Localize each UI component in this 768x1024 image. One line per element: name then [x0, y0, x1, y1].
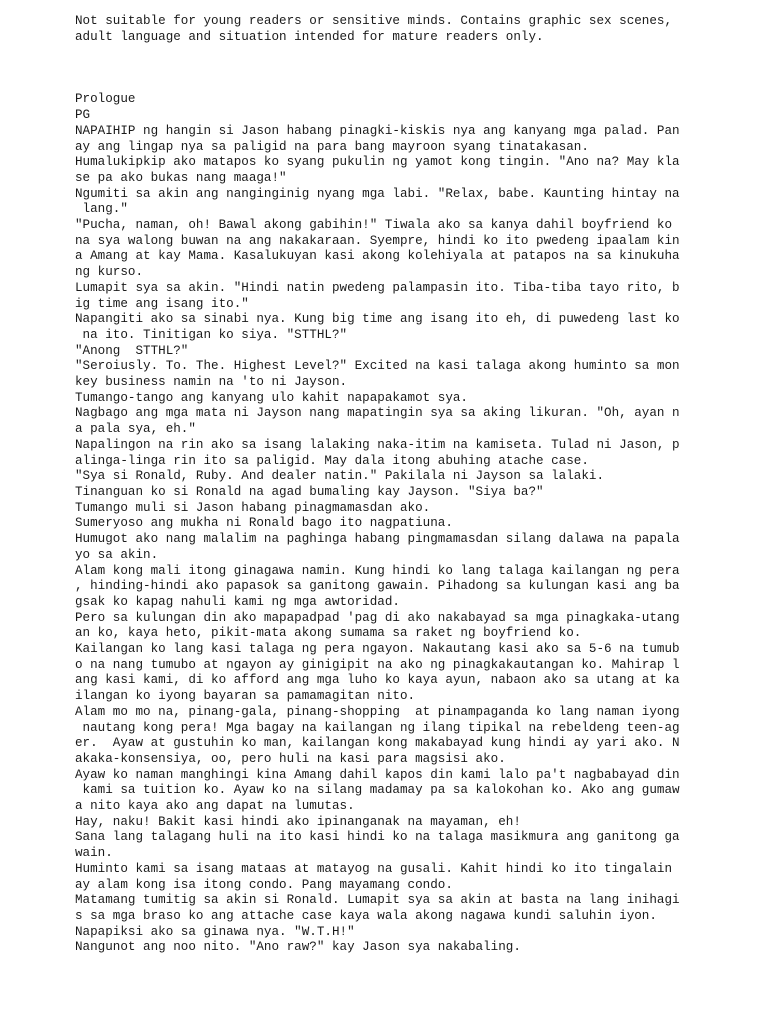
- body-line: Humugot ako nang malalim na paghinga habang pingmamasdan silang dalawa na papala: [75, 532, 680, 547]
- body-line: an ko, kaya heto, pikit-mata akong sumama sa raket ng boyfriend ko.: [75, 626, 582, 641]
- document-page: [75, 14, 715, 956]
- body-line: kami sa tuition ko. Ayaw ko na silang madamay pa sa kalokohan ko. Ako ang gumaw: [75, 783, 680, 798]
- body-line: Nangunot ang noo nito. "Ano raw?" kay Jason sya nakabaling.: [75, 940, 521, 955]
- body-line: Tumango-tango ang kanyang ulo kahit napapakamot sya.: [75, 390, 468, 405]
- body-line: Tumango muli si Jason habang pinagmamasdan ako.: [75, 500, 431, 515]
- body-line: Ayaw ko naman manghingi kina Amang dahil kapos din kami lalo pa't nagbabayad din: [75, 767, 680, 782]
- body-line: Humalukipkip ako matapos ko syang pukulin ng yamot kong tingin. "Ano na? May kla: [75, 155, 680, 170]
- body-line: er. Ayaw at gustuhin ko man, kailangan kong makabayad kung hindi ay yari ako. N: [75, 736, 680, 751]
- body-line: na ito. Tinitigan ko siya. "STTHL?": [75, 327, 348, 342]
- warning-line: Not suitable for young readers or sensitive minds. Contains graphic sex scenes,: [75, 14, 673, 28]
- body-line: ig time ang isang ito.": [75, 296, 249, 311]
- body-line: , hinding-hindi ako papasok sa ganitong gawain. Pihadong sa kulungan kasi ang ba: [75, 579, 680, 594]
- body-line: ilangan ko iyong bayaran sa pamamagitan nito.: [75, 689, 416, 704]
- body-line: na sya walong buwan na ang nakakaraan. Syempre, hindi ko ito pwedeng ipaalam kin: [75, 233, 680, 248]
- body-line: Kailangan ko lang kasi talaga ng pera ngayon. Nakautang kasi ako sa 5-6 na tumub: [75, 642, 680, 657]
- chapter-heading: Prologue: [75, 92, 136, 107]
- body-line: "Sya si Ronald, Ruby. And dealer natin." Pakilala ni Jayson sa lalaki.: [75, 469, 605, 484]
- body-line: Alam kong mali itong ginagawa namin. Kung hindi ko lang talaga kailangan ng pera: [75, 563, 680, 578]
- body-line: Sana lang talagang huli na ito kasi hindi ko na talaga masikmura ang ganitong ga: [75, 830, 680, 845]
- chapter-rating: PG: [75, 108, 91, 123]
- body-line: Napangiti ako sa sinabi nya. Kung big time ang isang ito eh, di puwedeng last ko: [75, 312, 680, 327]
- body-line: Hay, naku! Bakit kasi hindi ako ipinanganak na mayaman, eh!: [75, 814, 521, 829]
- body-line: lang.": [75, 202, 128, 217]
- body-line: Lumapit sya sa akin. "Hindi natin pwedeng palampasin ito. Tiba-tiba tayo rito, b: [75, 280, 680, 295]
- body-line: Napalingon na rin ako sa isang lalaking naka-itim na kamiseta. Tulad ni Jason, p: [75, 437, 680, 452]
- body-line: akaka-konsensiya, oo, pero huli na kasi para magsisi ako.: [75, 751, 506, 766]
- warning-line: adult language and situation intended for mature readers only.: [75, 29, 544, 44]
- body-line: a nito kaya ako ang dapat na lumutas.: [75, 799, 355, 814]
- body-line: Matamang tumitig sa akin si Ronald. Lumapit sya sa akin at basta na lang inihagi: [75, 893, 680, 908]
- body-line: Napapiksi ako sa ginawa nya. "W.T.H!": [75, 924, 355, 939]
- body-line: s sa mga braso ko ang attache case kaya wala akong nagawa kundi saluhin iyon.: [75, 908, 657, 923]
- body-line: se pa ako bukas nang maaga!": [75, 170, 287, 185]
- spacer: [75, 45, 715, 92]
- body-line: nautang kong pera! Mga bagay na kailangan ng ilang tipikal na rebeldeng teen-ag: [75, 720, 680, 735]
- body-line: alinga-linga rin ito sa paligid. May dala itong abuhing atache case.: [75, 453, 589, 468]
- body-line: "Pucha, naman, oh! Bawal akong gabihin!" Tiwala ako sa kanya dahil boyfriend ko: [75, 218, 673, 233]
- body-line: Sumeryoso ang mukha ni Ronald bago ito nagpatiuna.: [75, 516, 453, 531]
- body-line: "Seroiusly. To. The. Highest Level?" Excited na kasi talaga akong huminto sa mon: [75, 359, 680, 374]
- body-line: key business namin na 'to ni Jayson.: [75, 375, 348, 390]
- body-line: "Anong STTHL?": [75, 343, 189, 358]
- body-line: Tinanguan ko si Ronald na agad bumaling kay Jayson. "Siya ba?": [75, 484, 544, 499]
- body-line: Alam mo mo na, pinang-gala, pinang-shopping at pinampaganda ko lang naman iyong: [75, 704, 680, 719]
- body-line: Nagbago ang mga mata ni Jayson nang mapatingin sya sa aking likuran. "Oh, ayan n: [75, 406, 680, 421]
- body-line: gsak ko kapag nahuli kami ng mga awtoridad.: [75, 594, 400, 609]
- body-line: Ngumiti sa akin ang nanginginig nyang mga labi. "Relax, babe. Kaunting hintay na: [75, 186, 680, 201]
- body-line: wain.: [75, 846, 113, 861]
- body-line: ang kasi kami, di ko afford ang mga luho ko kaya ayun, nabaon ako sa utang at ka: [75, 673, 680, 688]
- body-line: ng kurso.: [75, 265, 144, 280]
- content-warning: [75, 14, 715, 45]
- body-line: Pero sa kulungan din ako mapapadpad 'pag di ako nakabayad sa mga pinagkaka-utang: [75, 610, 680, 625]
- body-line: ay alam kong isa itong condo. Pang mayamang condo.: [75, 877, 453, 892]
- body-line: yo sa akin.: [75, 547, 159, 562]
- body-line: NAPAIHIP ng hangin si Jason habang pinagki-kiskis nya ang kanyang mga palad. Pan: [75, 123, 680, 138]
- body-line: a Amang at kay Mama. Kasalukuyan kasi akong kolehiyala at patapos na sa kinukuha: [75, 249, 680, 264]
- story-body: [75, 124, 715, 956]
- body-line: ay ang lingap nya sa paligid na para bang mayroon syang tinatakasan.: [75, 139, 589, 154]
- body-line: o na nang tumubo at ngayon ay ginigipit na ako ng pinagkakautangan ko. Mahirap l: [75, 657, 680, 672]
- body-line: Huminto kami sa isang mataas at matayog na gusali. Kahit hindi ko ito tingalain: [75, 861, 673, 876]
- body-line: a pala sya, eh.": [75, 422, 196, 437]
